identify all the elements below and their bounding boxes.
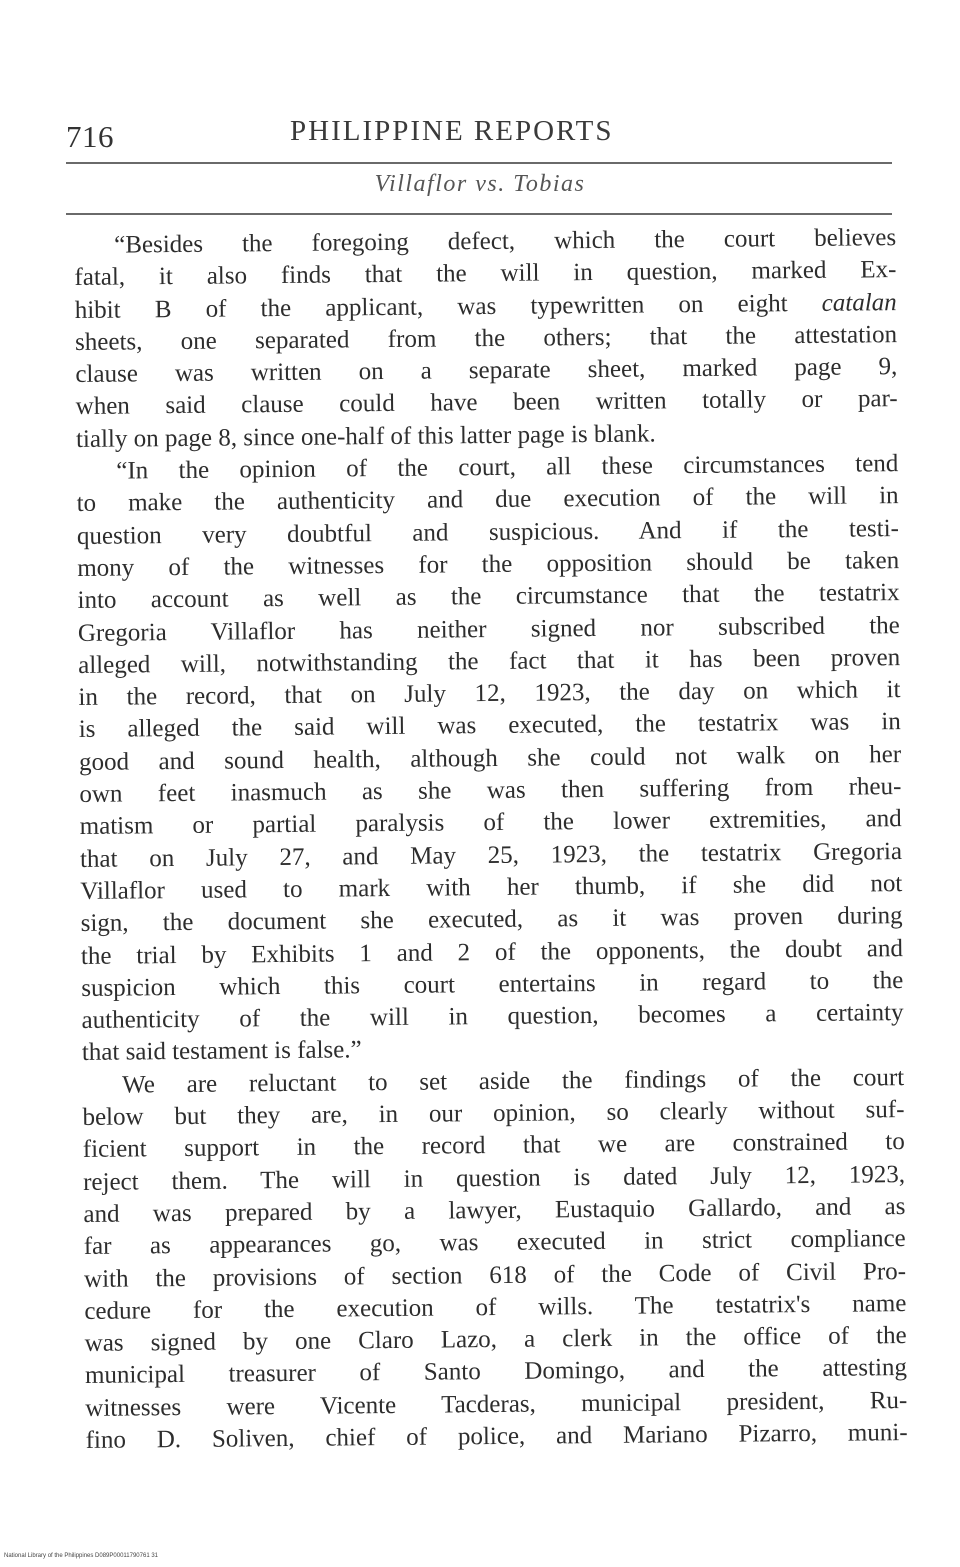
text-line: ficient support in the record that we are constrained to xyxy=(82,1128,905,1164)
text-line: “Besides the foregoing defect, which the court believes xyxy=(114,224,897,259)
text-line: suspicion which this court entertains in regard to the xyxy=(81,966,904,1002)
text-line: far as appearances go, was executed in strict compliance xyxy=(83,1225,906,1261)
text-line: was signed by one Claro Lazo, a clerk in the office of the xyxy=(84,1322,907,1358)
text-line: in the record, that on July 12, 1923, the day on which it xyxy=(78,676,901,712)
text-line: sign, the document she executed, as it was proven during xyxy=(80,902,903,938)
text-line: fatal, it also finds that the will in question, marked Ex- xyxy=(74,256,897,292)
scan-footer-note: National Library of the Philippines D089P00011790761 31 xyxy=(4,1553,158,1559)
text-line: tially on page 8, since one-half of this latter page is blank. xyxy=(75,420,656,453)
text-line: alleged will, notwithstanding the fact that it has been proven xyxy=(78,643,901,679)
text-line: into account as well as the circumstance that the testatrix xyxy=(77,579,900,615)
page-header xyxy=(66,113,892,163)
text-line: witnesses were Vicente Tacderas, municipal president, Ru- xyxy=(85,1386,908,1422)
text-line: municipal treasurer of Santo Domingo, and the attesting xyxy=(84,1354,908,1390)
text-line: reject them. The will in question is dated July 12, 1923, xyxy=(83,1160,906,1196)
text-line: question very doubtful and suspicious. And if the testi- xyxy=(76,514,900,550)
body-text xyxy=(74,222,908,1457)
text-line: Villaflor used to mark with her thumb, if she did not xyxy=(80,870,903,905)
header-rule-bottom xyxy=(66,213,892,215)
text-line: that on July 27, and May 25, 1923, the testatrix Gregoria xyxy=(79,837,903,873)
text-line: mony of the witnesses for the opposition should be taken xyxy=(77,547,900,582)
text-line: own feet inasmuch as she was then suffering from rheu- xyxy=(79,773,902,809)
text-line: sheets, one separated from the others; that the attestation xyxy=(74,320,898,356)
running-title: PHILIPPINE REPORTS xyxy=(290,115,614,147)
text-line: the trial by Exhibits 1 and 2 of the opponents, the doubt and xyxy=(80,934,904,970)
text-line: when said clause could have been written totally or par- xyxy=(75,385,898,421)
text-line: We are reluctant to set aside the findings of the court xyxy=(122,1063,905,1099)
text-line: cedure for the execution of wills. The testatrix's name xyxy=(84,1289,907,1325)
text-line: hibit B of the applicant, was typewritten on eight catalan xyxy=(74,288,897,324)
text-line: matism or partial paralysis of the lower extremities, and xyxy=(79,805,902,841)
page-number: 716 xyxy=(66,119,114,154)
text-line: authenticity of the will in question, becomes a certainty xyxy=(81,999,904,1035)
text-line: with the provisions of section 618 of the Code of Civil Pro- xyxy=(83,1257,907,1293)
text-line: fino D. Soliven, chief of police, and Mariano Pizarro, muni- xyxy=(85,1419,908,1454)
text-line: Gregoria Villaflor has neither signed nor subscribed the xyxy=(77,611,900,647)
text-line: and was prepared by a lawyer, Eustaquio Gallardo, and as xyxy=(83,1192,906,1228)
case-title: Villaflor vs. Tobias xyxy=(374,171,586,197)
header-rule-top xyxy=(66,162,892,164)
text-line: is alleged the said will was executed, the testatrix was in xyxy=(78,708,901,744)
text-line: that said testament is false.” xyxy=(81,1036,362,1067)
text-line: “In the opinion of the court, all these circumstances tend xyxy=(116,450,899,485)
text-line: good and sound health, although she could not walk on her xyxy=(78,740,902,776)
text-line: clause was written on a separate sheet, marked page 9, xyxy=(75,353,898,389)
text-line: to make the authenticity and due execution of the will in xyxy=(76,482,899,518)
text-line: below but they are, in our opinion, so clearly without suf- xyxy=(82,1096,905,1131)
